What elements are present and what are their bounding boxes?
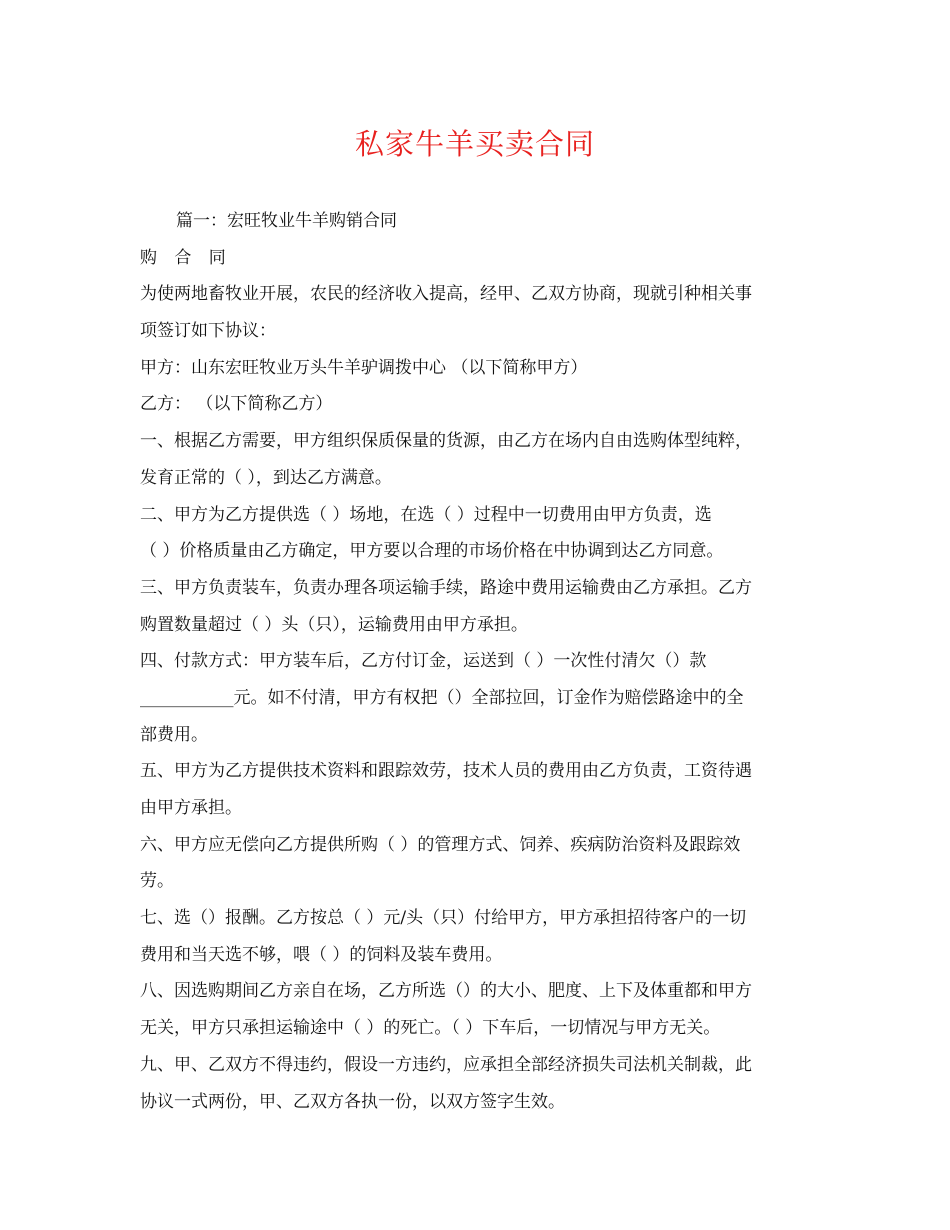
paragraph-line: 为使两地畜牧业开展，农民的经济收入提高，经甲、乙双方协商，现就引种相关事 [140,284,752,305]
clause-4-line: 四、付款方式：甲方装车后，乙方付订金，运送到（ ）一次性付清欠（）款 [140,651,707,672]
clause-8-line: 无关，甲方只承担运输途中（ ）的死亡。（ ）下车后，一切情况与甲方无关。 [140,1018,721,1039]
clause-9-line: 协议一式两份，甲、乙双方各执一份，以双方签字生效。 [140,1091,565,1112]
party-b-line: 乙方： （以下简称乙方） [140,394,333,415]
clause-3-line: 三、甲方负责装车，负责办理各项运输手续，路途中费用运输费由乙方承担。乙方 [140,577,752,598]
clause-4-line: ___________元。如不付清，甲方有权把（）全部拉回，订金作为赔偿路途中的全 [140,687,744,708]
party-a-line: 甲方：山东宏旺牧业万头牛羊驴调拨中心 （以下简称甲方） [140,357,588,378]
clause-3-line: 购置数量超过（ ）头（只），运输费用由甲方承担。 [140,614,528,635]
clause-2-line: 二、甲方为乙方提供选（ ）场地，在选（ ）过程中一切费用由甲方负责，选 [140,504,712,525]
clause-7-line: 七、选（）报酬。乙方按总（ ）元/头（只）付给甲方，甲方承担招待客户的一切 [140,908,747,929]
sub-heading: 购 合 同 [140,247,232,268]
document-body [140,203,815,1120]
paragraph-line: 项签订如下协议： [140,321,276,342]
clause-5-line: 由甲方承担。 [140,798,242,818]
clause-4-line: 部费用。 [140,724,208,745]
clause-1-line: 一、根据乙方需要，甲方组织保质保量的货源，由乙方在场内自由选购体型纯粹， [140,431,752,452]
document-title: 私家牛羊买卖合同 [354,127,595,161]
clause-2-line: （ ）价格质量由乙方确定，甲方要以合理的市场价格在中协调到达乙方同意。 [140,541,724,562]
clause-5-line: 五、甲方为乙方提供技术资料和跟踪效劳，技术人员的费用由乙方负责，工资待遇 [140,761,752,782]
clause-1-line: 发育正常的（ ），到达乙方满意。 [140,467,392,488]
clause-6-line: 六、甲方应无偿向乙方提供所购（ ）的管理方式、饲养、疾病防治资料及跟踪效 [140,834,741,855]
clause-6-line: 劳。 [140,871,174,892]
clause-9-line: 九、甲、乙双方不得违约，假设一方违约，应承担全部经济损失司法机关制裁，此 [140,1054,752,1075]
section-heading: 篇一：宏旺牧业牛羊购销合同 [176,211,397,231]
clause-7-line: 费用和当天选不够，喂（ ）的饲料及装车费用。 [140,944,503,965]
clause-8-line: 八、因选购期间乙方亲自在场，乙方所选（）的大小、肥度、上下及体重都和甲方 [140,981,752,1002]
